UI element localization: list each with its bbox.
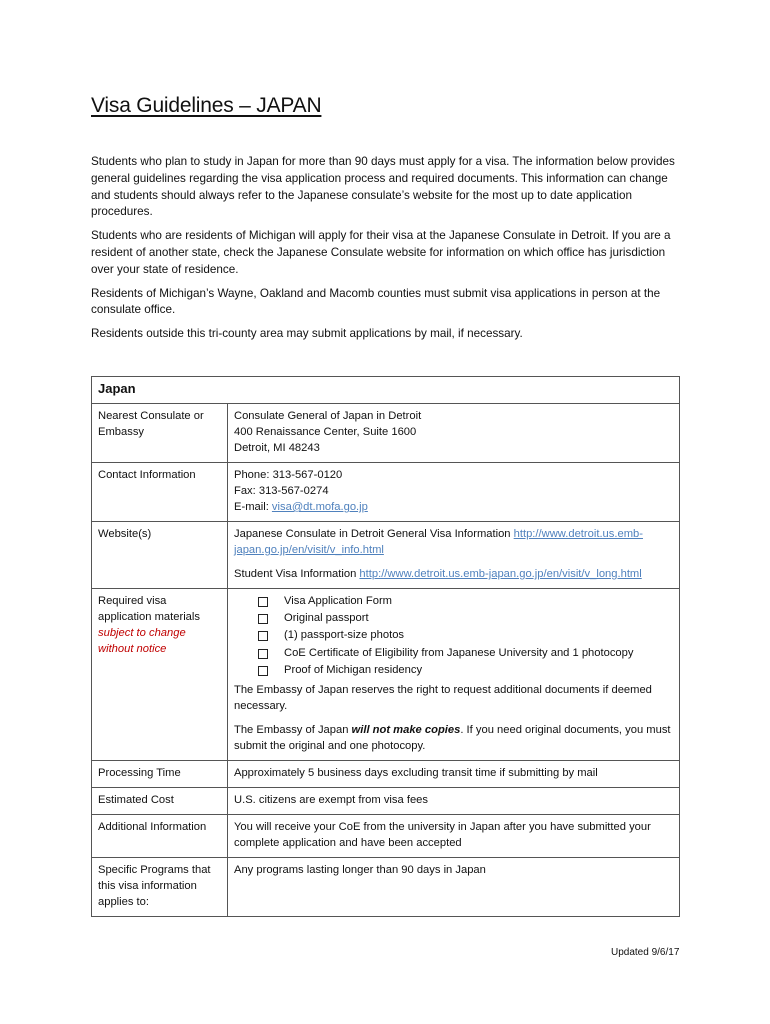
student-visa-text: Student Visa Information bbox=[234, 568, 360, 580]
table-row bbox=[92, 857, 680, 916]
checkbox-icon bbox=[258, 614, 268, 624]
table-row bbox=[92, 760, 680, 787]
consulate-name: Consulate General of Japan in Detroit bbox=[234, 410, 422, 422]
page-title: Visa Guidelines – JAPAN bbox=[91, 94, 322, 117]
row-label-additional: Additional Information bbox=[92, 814, 228, 857]
table-row bbox=[92, 814, 680, 857]
row-label-programs: Specific Programs that this visa information applies to: bbox=[92, 857, 228, 916]
intro-section bbox=[91, 154, 681, 350]
intro-paragraph: Students who are residents of Michigan will apply for their visa at the Japanese Consulate in Detroit. If you are a resident of another state, check the Japanese Consulate website for information on which office has jurisdiction over your state of residence. bbox=[91, 229, 671, 276]
checkbox-icon bbox=[258, 597, 268, 607]
materials-note: subject to change without notice bbox=[98, 627, 186, 655]
consulate-address: 400 Renaissance Center, Suite 1600 bbox=[234, 426, 417, 438]
updated-date: Updated 9/6/17 bbox=[611, 947, 680, 958]
row-value-processing: Approximately 5 business days excluding transit time if submitting by mail bbox=[228, 760, 680, 787]
list-item-text: Original passport bbox=[284, 612, 369, 625]
list-item-text: Proof of Michigan residency bbox=[284, 663, 423, 676]
row-label-processing: Processing Time bbox=[92, 760, 228, 787]
contact-email-line bbox=[234, 499, 673, 515]
row-value-website bbox=[228, 522, 680, 589]
list-item-text: Visa Application Form bbox=[284, 595, 392, 607]
table-header-row bbox=[92, 377, 680, 404]
row-label-contact: Contact Information bbox=[92, 463, 228, 522]
copies-pre: The Embassy of Japan bbox=[234, 723, 352, 736]
table-row bbox=[92, 463, 680, 522]
row-value-programs: Any programs lasting longer than 90 days in Japan bbox=[228, 857, 680, 916]
checkbox-icon bbox=[258, 631, 268, 641]
list-item-text: CoE Certificate of Eligibility from Japanese University and 1 photocopy bbox=[284, 646, 634, 659]
list-item bbox=[234, 593, 673, 609]
general-visa-link[interactable]: http://www.detroit.us.emb-japan.go.jp/en/visit/v_info.html bbox=[234, 528, 643, 556]
general-visa-text: Japanese Consulate in Detroit General Visa Information bbox=[234, 528, 514, 540]
table-row bbox=[92, 522, 680, 589]
table-row bbox=[92, 404, 680, 463]
email-prefix: E-mail: bbox=[234, 501, 272, 513]
intro-paragraph: Residents outside this tri-county area may submit applications by mail, if necessary. bbox=[91, 327, 523, 341]
student-visa-link[interactable]: http://www.detroit.us.emb-japan.go.jp/en/visit/v_long.html bbox=[359, 568, 642, 580]
table-row bbox=[92, 787, 680, 814]
row-label-materials bbox=[92, 589, 228, 761]
general-visa-info bbox=[234, 526, 673, 558]
consulate-city: Detroit, MI 48243 bbox=[234, 442, 320, 454]
checkbox-icon bbox=[258, 649, 268, 659]
row-value-contact bbox=[228, 463, 680, 522]
list-item bbox=[234, 645, 673, 661]
list-item bbox=[234, 627, 673, 643]
reserve-note: The Embassy of Japan reserves the right to request additional documents if deemed necessary. bbox=[234, 683, 652, 712]
copies-post: . If you need original documents, you must submit the original and one photocopy. bbox=[234, 723, 671, 752]
contact-fax: Fax: 313-567-0274 bbox=[234, 485, 329, 497]
row-value-materials bbox=[228, 589, 680, 761]
table-row bbox=[92, 589, 680, 761]
copies-emphasis: will not make copies bbox=[351, 723, 461, 736]
student-visa-info bbox=[234, 566, 673, 582]
row-value-consulate bbox=[228, 404, 680, 463]
row-label-cost: Estimated Cost bbox=[92, 787, 228, 814]
list-item-text: (1) passport-size photos bbox=[284, 629, 405, 642]
table-header: Japan bbox=[92, 377, 680, 404]
materials-label: Required visa application materials bbox=[98, 595, 200, 623]
row-label-website: Website(s) bbox=[92, 522, 228, 589]
checkbox-icon bbox=[258, 666, 268, 676]
intro-paragraph: Students who plan to study in Japan for more than 90 days must apply for a visa. The information below provides general guidelines regarding the visa application process and required documents. This information can change and students should always refer to the Japanese consulate’s website for the most up to date application procedures. bbox=[91, 155, 675, 219]
email-link[interactable]: visa@dt.mofa.go.jp bbox=[271, 501, 368, 513]
row-value-cost: U.S. citizens are exempt from visa fees bbox=[228, 787, 680, 814]
copies-note bbox=[234, 722, 673, 754]
row-value-additional: You will receive your CoE from the university in Japan after you have submitted your complete application and have been accepted bbox=[228, 814, 680, 857]
row-label-consulate: Nearest Consulate or Embassy bbox=[92, 404, 228, 463]
list-item bbox=[234, 610, 673, 626]
list-item bbox=[234, 662, 673, 678]
intro-paragraph: Residents of Michigan’s Wayne, Oakland and Macomb counties must submit visa applications in person at the consulate office. bbox=[91, 286, 661, 317]
visa-info-table bbox=[91, 376, 680, 917]
materials-checklist bbox=[234, 593, 673, 678]
contact-phone: Phone: 313-567-0120 bbox=[234, 469, 343, 481]
